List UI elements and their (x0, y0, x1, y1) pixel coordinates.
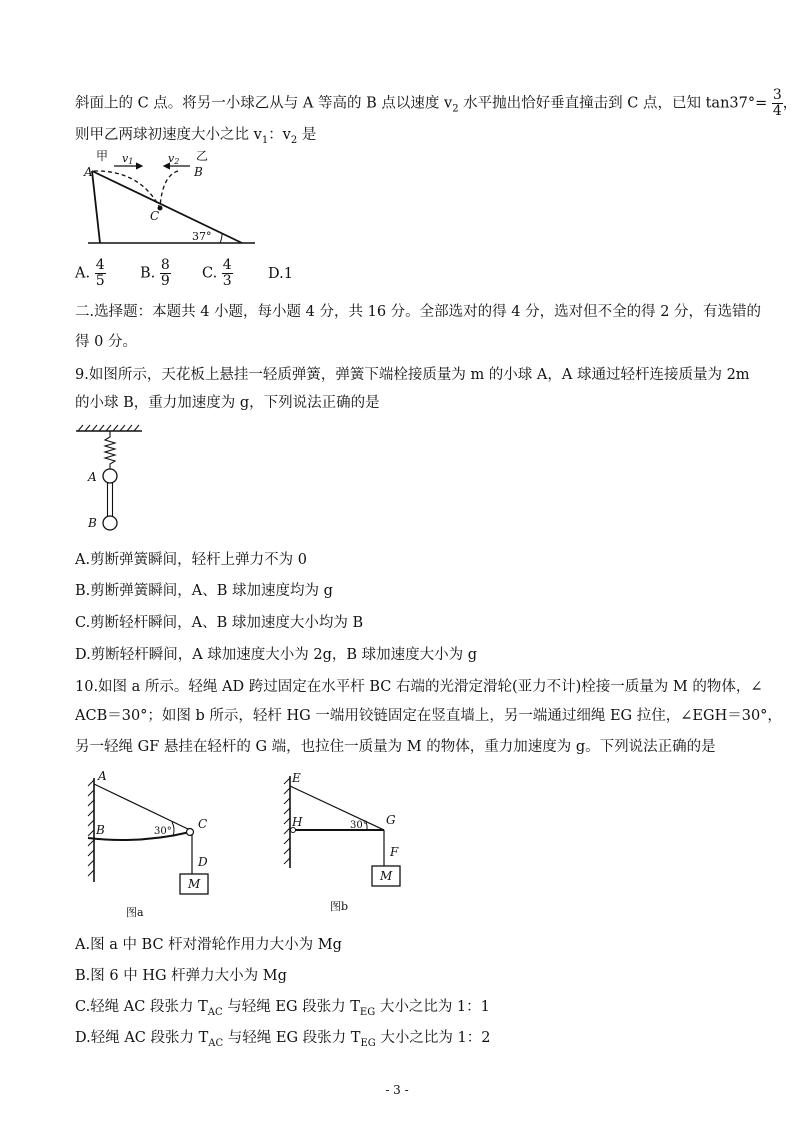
label-m: M (380, 869, 393, 883)
q8-line1 (75, 88, 797, 119)
subscript: EG (360, 1037, 376, 1049)
spring (105, 431, 115, 469)
rope-ac (94, 784, 190, 830)
angle-arc (172, 822, 174, 836)
q9-option-d[interactable]: D.剪断轻杆瞬间，A 球加速度大小为 2g，B 球加速度大小为 g (75, 647, 478, 663)
q10-line2: ACB＝30°；如图 b 所示，轻杆 HG 一端用铰链固定在竖直墙上，另一端通过细绳 EG 拉住，∠EGH＝30°， (75, 708, 782, 724)
ball-a (103, 469, 117, 483)
q8-option-c[interactable] (202, 258, 233, 289)
q8-text: 斜面上的 C 点。将另一小球乙从与 A 等高的 B 点以速度 v (75, 95, 453, 112)
label-v1: v1 (122, 152, 134, 166)
label-b: B (96, 823, 105, 837)
label-g: G (386, 813, 396, 827)
ceiling-hatch (78, 425, 139, 431)
cliff-wall (92, 171, 100, 243)
option-label: B. (140, 265, 156, 282)
q10-option-a[interactable]: A.图 a 中 BC 杆对滑轮作用力大小为 Mg (75, 937, 342, 953)
label-v2: v2 (168, 152, 180, 166)
q8-text: 则甲乙两球初速度大小之比 v (75, 127, 262, 143)
option-fraction (222, 258, 233, 289)
option-fraction (95, 258, 106, 289)
q8-text: 水平抛出恰好垂直撞击到 C 点，已知 tan37°= (458, 95, 768, 112)
q10-line3: 另一轻绳 GF 悬挂在轻杆的 G 端，也拉住一质量为 M 的物体，重力加速度为 g。下列说法正确的是 (75, 739, 716, 755)
label-h: H (292, 815, 303, 829)
page-number: - 3 - (385, 1083, 409, 1097)
fraction-numerator: 4 (222, 257, 232, 273)
q8-line2 (75, 125, 316, 151)
q9-option-c[interactable]: C.剪断轻杆瞬间，A、B 球加速度大小均为 B (75, 615, 364, 631)
label-jia: 甲 (96, 149, 109, 163)
option-label: A. (75, 265, 91, 282)
option-text: 大小之比为 1：2 (375, 1030, 491, 1046)
q9-figure (72, 425, 152, 537)
q8-text: 是 (297, 127, 317, 143)
option-label: C. (202, 265, 218, 282)
fraction-numerator: 8 (160, 257, 170, 273)
q8-text: ， (782, 95, 797, 112)
section2-line2: 得 0 分。 (75, 334, 137, 350)
subscript: 1 (261, 134, 269, 146)
fraction-denominator: 3 (222, 273, 232, 289)
q8-text: ：v (268, 127, 291, 143)
q8-figure (70, 148, 260, 250)
q8-option-a[interactable] (75, 258, 106, 289)
label-m: M (188, 877, 201, 891)
section2-line1: 二.选择题：本题共 4 小题，每小题 4 分，共 16 分。全部选对的得 4 分，选对但不全的得 2 分，有选错的 (75, 304, 762, 320)
option-text: C.轻绳 AC 段张力 T (75, 999, 208, 1015)
label-angle: 37° (192, 230, 212, 243)
option-text: D.轻绳 AC 段张力 T (75, 1030, 209, 1046)
rope-eg (290, 786, 384, 830)
wall-hatch (284, 778, 290, 864)
q10-option-b[interactable]: B.图 6 中 HG 杆弹力大小为 Mg (75, 968, 287, 984)
label-f: F (390, 845, 399, 859)
incline (92, 171, 242, 243)
option-fraction (160, 258, 171, 289)
q8-option-b[interactable] (140, 258, 171, 289)
caption-a: 图a (126, 906, 144, 919)
label-angle: 30° (350, 820, 368, 831)
q10-figure-b (280, 768, 430, 918)
fraction-numerator: 4 (95, 257, 105, 273)
subscript: 2 (452, 103, 459, 115)
label-a: A (98, 769, 107, 783)
trajectory-yi (160, 171, 178, 208)
option-label: D.1 (268, 266, 293, 282)
subscript: 2 (290, 134, 298, 146)
angle-arc (220, 234, 222, 243)
tan-fraction (772, 88, 783, 119)
light-rod (108, 483, 113, 517)
q9-option-a[interactable]: A.剪断弹簧瞬间，轻杆上弹力不为 0 (75, 552, 307, 568)
fraction-denominator: 4 (772, 103, 782, 119)
fraction-denominator: 9 (160, 273, 170, 289)
option-text: 与轻绳 EG 段张力 T (223, 1030, 361, 1046)
q9-line2: 的小球 B，重力加速度为 g，下列说法正确的是 (75, 395, 380, 411)
label-c: C (198, 817, 208, 831)
q10-figure-a (80, 770, 250, 920)
label-d: D (198, 855, 208, 869)
fraction-denominator: 5 (95, 273, 105, 289)
subscript: AC (207, 1006, 223, 1018)
label-e: E (292, 771, 301, 785)
option-text: 大小之比为 1：1 (375, 999, 490, 1015)
q10-option-d[interactable] (75, 1028, 490, 1054)
subscript: EG (359, 1006, 376, 1018)
label-b: B (194, 165, 203, 179)
q10-line1: 10.如图 a 所示。轻绳 AD 跨过固定在水平杆 BC 右端的光滑定滑轮(亚力不计)栓接一质量为 M 的物体，∠ (75, 679, 763, 695)
label-a: A (88, 470, 97, 484)
label-angle: 30° (154, 826, 172, 837)
fraction-numerator: 3 (772, 87, 782, 103)
q9-line1: 9.如图所示，天花板上悬挂一轻质弹簧，弹簧下端栓接质量为 m 的小球 A，A 球通过轻杆连接质量为 2m (75, 367, 750, 383)
label-yi: 乙 (196, 149, 209, 163)
q9-option-b[interactable]: B.剪断弹簧瞬间，A、B 球加速度均为 g (75, 583, 333, 599)
wall-hatch (88, 780, 94, 876)
caption-b: 图b (330, 900, 349, 913)
label-a: A (84, 165, 93, 179)
ball-b (103, 516, 117, 530)
subscript: AC (208, 1037, 224, 1049)
q10-option-c[interactable] (75, 997, 490, 1023)
q8-option-d[interactable] (268, 266, 293, 282)
option-text: 与轻绳 EG 段张力 T (222, 999, 360, 1015)
label-c: C (150, 209, 160, 223)
label-b: B (88, 516, 97, 530)
